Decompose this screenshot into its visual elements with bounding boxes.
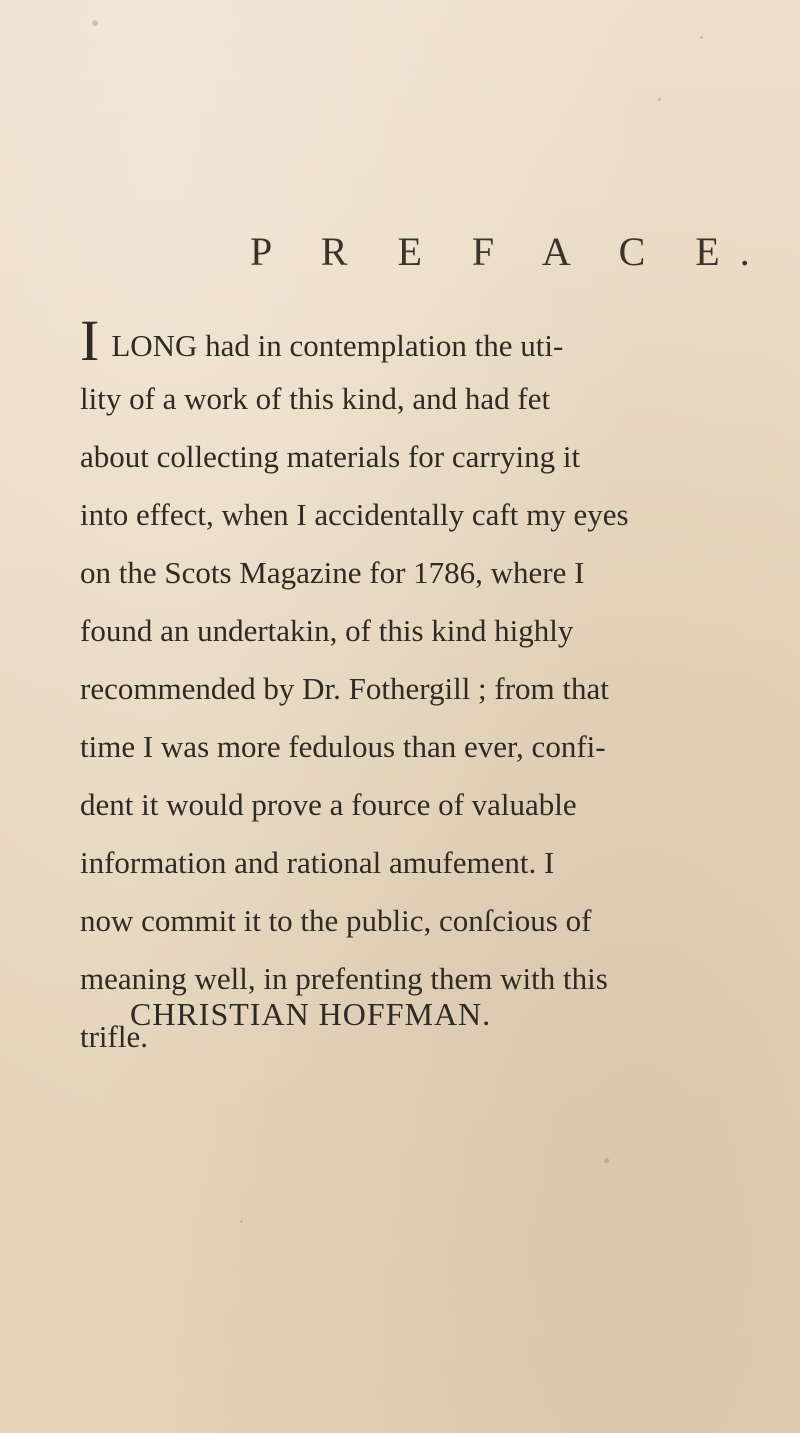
body-line: trifle. — [80, 1019, 148, 1054]
body-line: lity of a work of this kind, and had fet — [80, 381, 551, 416]
preface-body — [80, 308, 720, 1066]
body-line: information and rational amufement. I — [80, 845, 555, 880]
paper-speck — [658, 98, 661, 101]
paper-speck — [604, 1158, 609, 1163]
paper-speck — [700, 36, 703, 39]
body-line: dent it would prove a fource of valuable — [80, 787, 577, 822]
body-line: found an undertakin, of this kind highly — [80, 613, 574, 648]
body-line: now commit it to the public, conſcious of — [80, 903, 592, 938]
body-line: ILONG had in contemplation the uti- — [80, 308, 564, 373]
body-line: about collecting materials for carrying it — [80, 439, 581, 474]
body-line: on the Scots Magazine for 1786, where I — [80, 555, 585, 590]
preface-heading: P R E F A C E. — [250, 229, 770, 274]
body-line: into effect, when I accidentally caft my eyes — [80, 497, 629, 532]
author-signature: CHRISTIAN HOFFMAN. — [130, 996, 492, 1032]
body-line: time I was more fedulous than ever, confi- — [80, 729, 606, 764]
body-line: recommended by Dr. Fothergill ; from that — [80, 671, 609, 706]
body-line: meaning well, in prefenting them with this — [80, 961, 608, 996]
initial-letter: I — [80, 308, 100, 373]
paper-speck — [240, 1220, 243, 1223]
paper-speck — [92, 20, 98, 26]
